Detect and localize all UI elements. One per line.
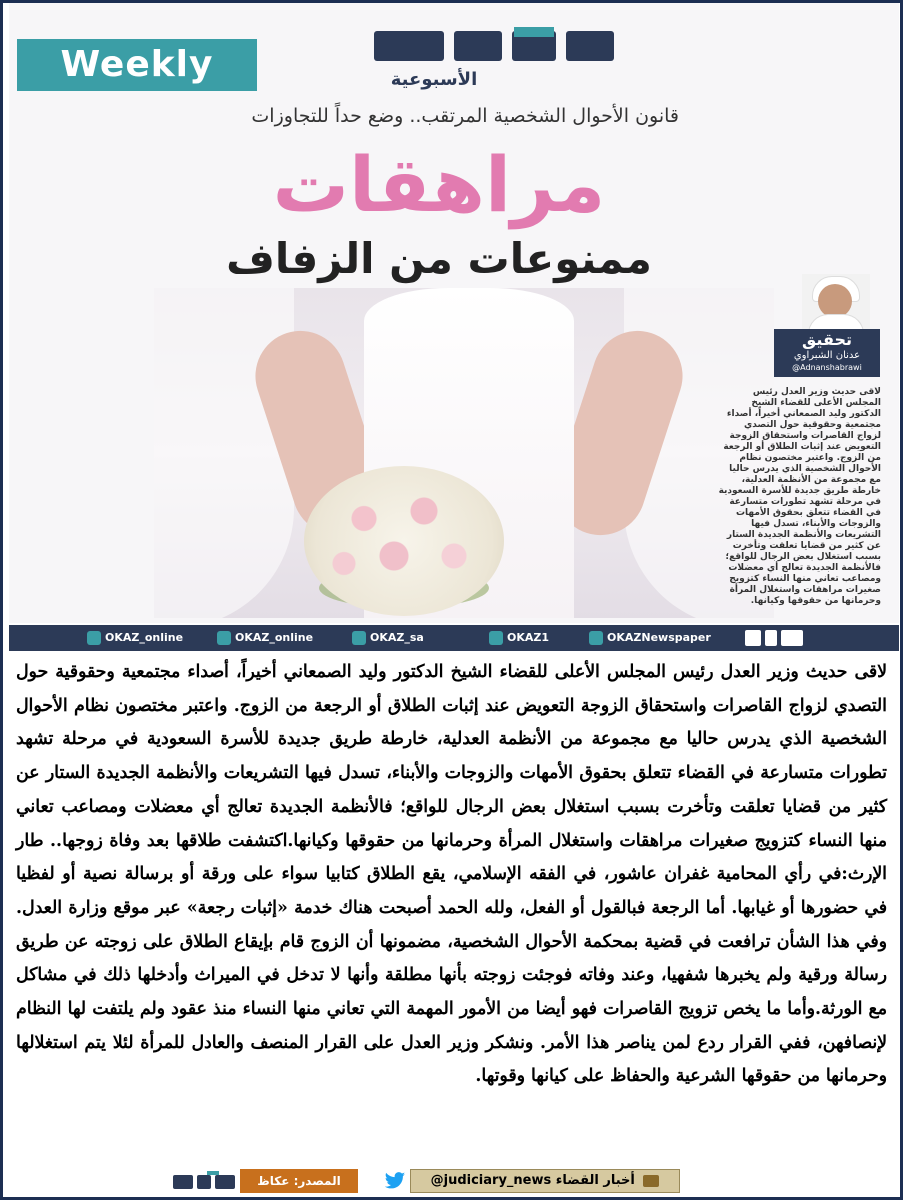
snapchat-icon <box>489 631 503 645</box>
article-body: لاقى حديث وزير العدل رئيس المجلس الأعلى للقضاء الشيخ الدكتور وليد الصمعاني أخيراً، أصداء مجتمعية وحقوقية حول التصدي لزواج القاصرات واستحقاق الزوجة التعويض عند إثبات الطلاق أو الرجعة من الزوج. واعتبر مختصون نظام الأحوال الشخصية الذي يدرس حاليا مع مجموعة من الأنظمة العدلية، خارطة طريق جديدة للأسرة السعودية في مرحلة تشهد تطورات متسارعة في القضاء تتعلق بحقوق الأمهات والزوجات والأبناء، تسدل فيها التشريعات والأنظمة الجديدة الستار عن كثير من قضايا تعلقت وتأخرت بسبب استغلال بعض الرجال للواقع؛ فالأنظمة الجديدة تعالج أي معضلات ومصاعب تعاني منها النساء كتزويج صغيرات مراهقات واستغلال المرأة وحرمانها من حقوقها وكيانها.اكتشفت طلاقها بعد وفاة زوجها.. طار الإرث:في رأي المحامية غفران عاشور، في الفقه الإسلامي، يقع الطلاق كتابيا سواء على ورقة أو برسالة نصية أو لفظيا في حضورها أو غيابها. أما الرجعة فبالقول أو الفعل، ولله الحمد أصبحت هناك خدمة «إثبات رجعة» عبر موقع وزارة العدل. وفي هذا الشأن ترافعت في قضية بمحكمة الأحوال الشخصية، مضمونها أن الزوج قام بإيقاع الطلاق على زوجته عن طريق رسالة ورقية ولم يخبرها شفهيا، وعند وفاته فوجئت زوجته بأنها مطلقة وأنها لا تدخل في الميراث وأدخلها ذلك في مشاكل مع الورثة.وأما ما يخص تزويج القاصرات فهو أيضا من الأمور المهمة التي تعاني منها النساء منذ عقود ولم يلتفت لها النظام لإنصافهن، ففي القرار ردع لمن يناصر هذا الأمر. ونشكر وزير العدل على القرار المنصف والعادل للمرأة لئلا يتم استغلالها وحرمانها من حقوقها الشرعية والحفاظ على كيانها وقوتها. <box>16 662 887 1087</box>
twitter-icon <box>87 631 101 645</box>
social-handle: OKAZ_online <box>105 631 184 644</box>
source-label: المصدر: عكاظ <box>240 1169 358 1193</box>
bouquet-image <box>304 466 504 616</box>
magazine-page <box>9 3 899 623</box>
social-strip <box>9 625 899 651</box>
facebook-icon <box>217 631 231 645</box>
magazine-clipping <box>3 3 900 651</box>
author-label: تحقيق <box>801 330 852 349</box>
social-item-snapchat[interactable] <box>489 625 549 651</box>
intro-column: لاقى حديث وزير العدل رئيس المجلس الأعلى للقضاء الشيخ الدكتور وليد الصمعاني أخيراً، أصداء مجتمعية وحقوقية حول التصدي لزواج القاصرات واستحقاق الزوجة التعويض عند إثبات الطلاق أو الرجعة من الزوج. واعتبر مختصون نظام الأحوال الشخصية الذي يدرس حاليا مع مجموعة من الأنظمة العدلية، خارطة طريق جديدة للأسرة السعودية في مرحلة تشهد تطورات متسارعة في القضاء تتعلق بحقوق الأمهات والزوجات والأبناء، تسدل فيها التشريعات والأنظمة الجديدة الستار عن كثير من قضايا تعلقت وتأخرت بسبب استغلال بعض الرجال للواقع؛ فالأنظمة الجديدة تعالج أي معضلات ومصاعب تعاني منها النساء كتزويج صغيرات مراهقات واستغلال المرأة وحرمانها من حقوقها وكيانها. <box>718 387 881 606</box>
author-handle: @Adnanshabrawi <box>792 363 862 372</box>
social-item-facebook[interactable] <box>217 625 313 651</box>
footer-bar <box>0 1165 903 1197</box>
channel-handle: @judiciary_news <box>430 1173 552 1188</box>
okaz-logo-small-icon <box>745 628 803 648</box>
social-handle: OKAZ_online <box>235 631 314 644</box>
social-handle: OKAZNewspaper <box>607 631 711 644</box>
social-handle: OKAZ_sa <box>370 631 424 644</box>
okaz-wordmark-icon <box>374 27 614 65</box>
social-item-instagram[interactable] <box>589 625 711 651</box>
okaz-logo <box>374 27 614 97</box>
author-box <box>774 329 880 377</box>
social-item-twitter[interactable] <box>87 625 183 651</box>
author-name: عدنان الشبراوي <box>793 350 861 361</box>
logo-subtitle: الأسبوعية <box>390 69 478 90</box>
channel-handle-badge[interactable] <box>410 1169 680 1193</box>
article-kicker: قانون الأحوال الشخصية المرتقب.. وضع حداً للتجاوزات <box>251 105 679 127</box>
bride-photo <box>154 288 774 618</box>
instagram-icon <box>589 631 603 645</box>
article-subheadline: ممنوعات من الزفاف <box>226 234 652 283</box>
author-avatar <box>802 274 870 330</box>
justice-scale-icon <box>643 1175 659 1187</box>
channel-name: أخبار القضاء <box>555 1173 635 1188</box>
weekly-badge: Weekly <box>17 39 257 91</box>
telegram-icon <box>352 631 366 645</box>
social-item-telegram[interactable] <box>352 625 424 651</box>
twitter-bird-icon <box>384 1171 406 1191</box>
article-headline: مراهقات <box>272 140 606 229</box>
okaz-footer-logo-icon <box>173 1169 235 1193</box>
social-handle: OKAZ1 <box>507 631 550 644</box>
